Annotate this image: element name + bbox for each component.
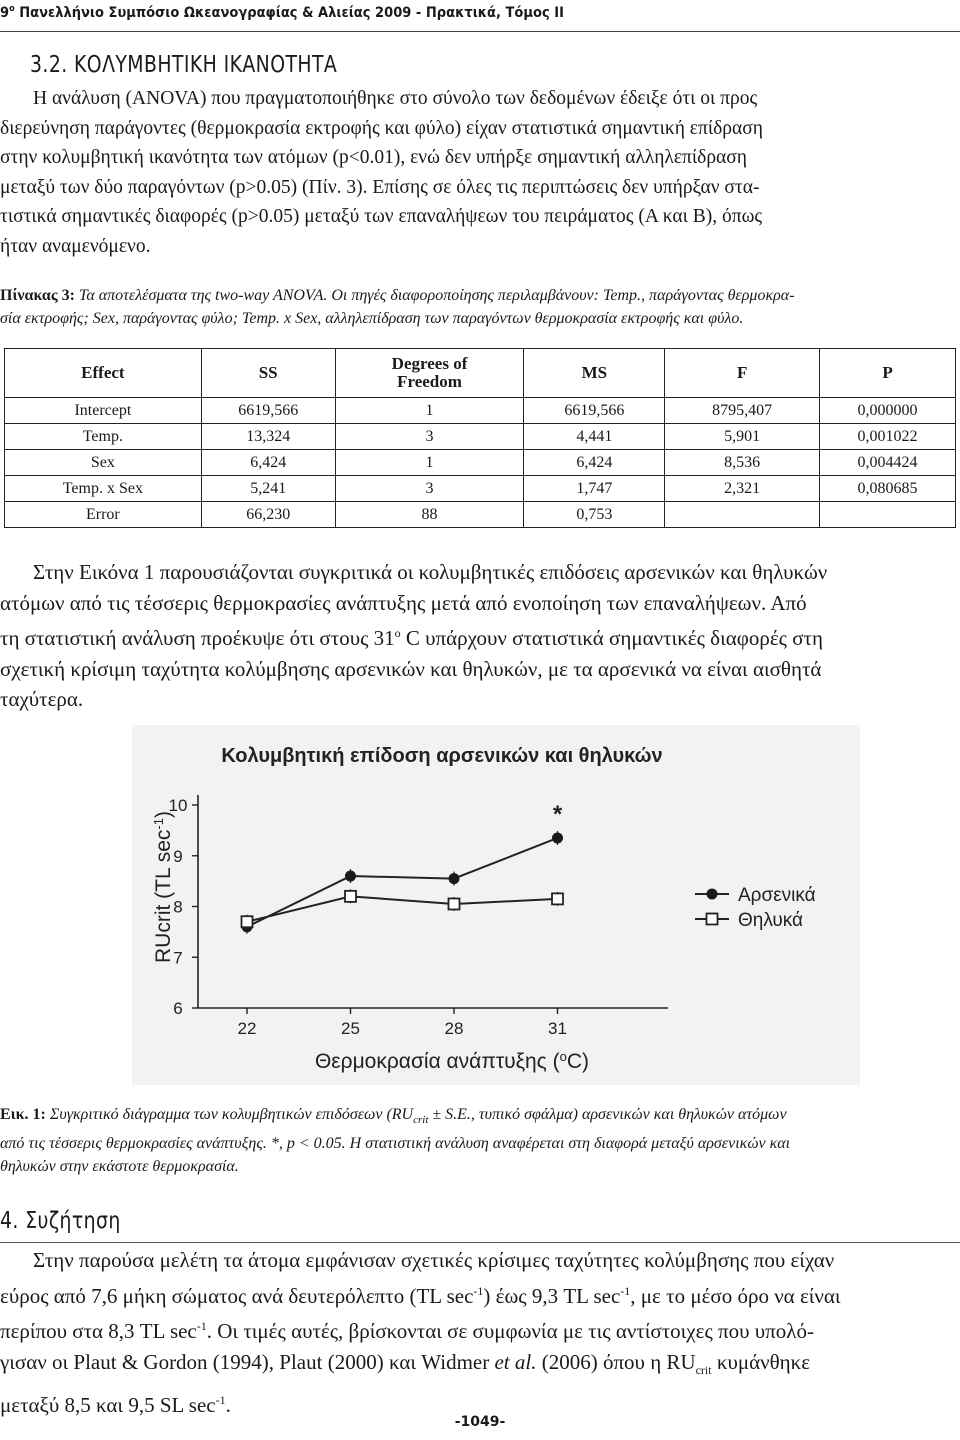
- x-tick-label: 22: [237, 1019, 257, 1038]
- section-divider: [0, 1242, 960, 1243]
- cell-effect: Temp.: [5, 424, 202, 450]
- table-row: [5, 424, 956, 450]
- figure-caption-line2: από τις τέσσερις θερμοκρασίες ανάπτυξης. *, p < 0.05. Η στατιστική ανάλυση αναφέρεται στη διαφορά μεταξύ αρσενικών και: [0, 1135, 791, 1153]
- figure-caption-label: Εικ. 1:: [0, 1106, 46, 1123]
- header-divider: [0, 31, 960, 32]
- section-heading-3-2: 3.2. ΚΟΛΥΜΒΗΤΙΚΗ ΙΚΑΝΟΤΗΤΑ: [30, 52, 338, 78]
- para3-line3a: περίπου στα 8,3 TL sec: [0, 1319, 197, 1343]
- cell-f: 8,536: [665, 450, 820, 476]
- table-row: [5, 450, 956, 476]
- anova-table: [4, 348, 956, 528]
- legend-marker-female: [707, 914, 718, 925]
- cell-ss: 5,241: [201, 476, 335, 502]
- running-header: [0, 4, 864, 30]
- para3-line4c: κυμάνθηκε: [711, 1349, 811, 1374]
- para2-line2: ατόμων από τις τέσσερις θερμοκρασίες ανάπτυξης μετά από ενοποίηση των επαναλήψεων. Από: [0, 590, 807, 615]
- legend-label-male: Αρσενικά: [738, 885, 816, 906]
- x-axis-label-sup: o: [559, 1048, 567, 1064]
- data-point-male: [449, 873, 460, 884]
- cell-ms: 4,441: [524, 424, 665, 450]
- data-point-female: [552, 893, 563, 904]
- data-point-male: [345, 871, 356, 882]
- x-axis-label: [315, 1049, 589, 1074]
- para2-line3: [0, 618, 955, 654]
- figure-caption-part2: ± S.E., τυπικό σφάλμα) αρσενικών και θηλυκών ατόμων: [428, 1106, 787, 1123]
- data-point-female: [242, 916, 253, 927]
- para1-line2: διερεύνηση παράγοντες (θερμοκρασία εκτροφής και φύλο) είχαν στατιστικά σημαντική επίδραση: [0, 117, 763, 139]
- header-ms: MS: [524, 349, 665, 398]
- y-tick-label: 9: [173, 846, 183, 866]
- para3-line1: Στην παρούσα μελέτη τα άτομα εμφάνισαν σχετικές κρίσιμες ταχύτητες κολύμβησης που είχαν: [33, 1248, 835, 1272]
- x-axis-label-close: C): [566, 1050, 590, 1073]
- header-df-line1: Degrees of: [391, 354, 468, 373]
- para3-line2b: ) έως 9,3 TL sec: [483, 1283, 621, 1308]
- figure-caption-line3: θηλυκών στην εκάστοτε θερμοκρασία.: [0, 1158, 239, 1176]
- significance-marker: *: [552, 800, 563, 828]
- y-tick-label: 6: [173, 999, 183, 1018]
- chart-title: Κολυμβητική επίδοση αρσενικών και θηλυκών: [221, 745, 663, 767]
- para3-line4a: γισαν οι Plaut & Gordon (1994), Plaut (2000) και Widmer: [0, 1349, 495, 1374]
- cell-effect: Intercept: [5, 398, 202, 424]
- cell-effect: Sex: [5, 450, 202, 476]
- paragraph-discussion: [0, 1245, 955, 1421]
- x-tick-label: 28: [444, 1019, 464, 1038]
- para3-line5b: .: [225, 1393, 231, 1418]
- para1-line6: ήταν αναμενόμενο.: [0, 235, 151, 257]
- para2-line3a: τη στατιστική ανάλυση προέκυψε ότι στους 31: [0, 626, 395, 650]
- cell-p: 0,004424: [820, 450, 956, 476]
- para1-line4: μεταξύ των δύο παραγόντων (p>0.05) (Πίν. 3). Επίσης σε όλες τις περιπτώσεις δεν υπήρξαν στα-: [0, 176, 760, 198]
- data-point-female: [449, 898, 460, 909]
- cell-p: 0,080685: [820, 476, 956, 502]
- para3-line3b: . Οι τιμές αυτές, βρίσκονται σε συμφωνία με τις αντίστοιχες που υπολό-: [206, 1319, 814, 1343]
- header-df: [335, 349, 524, 398]
- cell-ss: 6619,566: [201, 398, 335, 424]
- cell-ms: 6,424: [524, 450, 665, 476]
- paragraph-figure-intro: [0, 557, 955, 715]
- x-tick-label: 31: [548, 1019, 567, 1038]
- table-row: [5, 476, 956, 502]
- para2-degree-sup: ο: [394, 626, 401, 640]
- table-caption-line1: Τα αποτελέσματα της two-way ANOVA. Οι πηγές διαφοροποίησης περιλαμβάνουν: Temp., παράγοντας θερμοκρα-: [74, 287, 795, 304]
- table-row: [5, 502, 956, 528]
- header-f: F: [665, 349, 820, 398]
- cell-effect: Temp. x Sex: [5, 476, 202, 502]
- para3-sup-3: -1: [196, 1319, 207, 1333]
- cell-f: 8795,407: [665, 398, 820, 424]
- para3-sup-1: -1: [473, 1283, 484, 1298]
- header-df-line2: Freedom: [397, 372, 462, 391]
- para1-line5: τιστικά σημαντικές διαφορές (p>0.05) μεταξύ των επαναλήψεων του πειράματος (Α και Β), όπως: [0, 206, 763, 227]
- cell-df: 1: [335, 450, 524, 476]
- cell-ss: 13,324: [201, 424, 335, 450]
- para3-line5a: μεταξύ 8,5 και 9,5 SL sec: [0, 1393, 216, 1418]
- legend-marker-male: [707, 889, 718, 900]
- cell-f: 2,321: [665, 476, 820, 502]
- paragraph-anova-results: [0, 84, 955, 261]
- para3-line2: [0, 1276, 955, 1312]
- header-p: P: [820, 349, 956, 398]
- cell-f: [665, 502, 820, 528]
- header-ordinal: ο: [9, 4, 15, 14]
- header-text: Πανελλήνιο Συμπόσιο Ωκεανογραφίας & Αλιείας 2009 - Πρακτικά, Τόμος ΙΙ: [14, 4, 564, 21]
- x-axis-label-text: Θερμοκρασία ανάπτυξης (: [314, 1050, 560, 1073]
- cell-p: 0,001022: [820, 424, 956, 450]
- para2-line1: Στην Εικόνα 1 παρουσιάζονται συγκριτικά οι κολυμβητικές επιδόσεις αρσενικών και θηλυκών: [33, 560, 828, 584]
- table-header-row: [5, 349, 956, 398]
- cell-p: 0,000000: [820, 398, 956, 424]
- x-tick-label: 25: [341, 1019, 360, 1038]
- y-axis-label-sup: -1: [150, 818, 166, 830]
- y-axis-label: [151, 811, 176, 963]
- cell-df: 3: [335, 424, 524, 450]
- figure-caption-part1: Συγκριτικό διάγραμμα των κολυμβητικών επιδόσεων (RU: [45, 1106, 414, 1123]
- cell-ss: 66,230: [201, 502, 335, 528]
- table-caption-label: Πίνακας 3:: [0, 287, 75, 304]
- para2-line3b: C υπάρχουν στατιστικά σημαντικές διαφορές στη: [400, 626, 823, 650]
- cell-ss: 6,424: [201, 450, 335, 476]
- data-point-male: [552, 832, 563, 843]
- section-heading-4: 4. Συζήτηση: [0, 1208, 121, 1234]
- cell-p: [820, 502, 956, 528]
- data-point-female: [345, 891, 356, 902]
- para3-line4: [0, 1347, 955, 1386]
- cell-df: 88: [335, 502, 524, 528]
- cell-ms: 1,747: [524, 476, 665, 502]
- para3-etal: et al.: [494, 1349, 537, 1374]
- para3-line2a: εύρος από 7,6 μήκη σώματος ανά δευτερόλεπτο (TL sec: [0, 1283, 474, 1308]
- swim-performance-chart: [132, 725, 860, 1085]
- y-tick-label: 10: [168, 796, 188, 815]
- para3-sup-2: -1: [620, 1283, 631, 1298]
- para3-sub-crit: crit: [695, 1362, 712, 1377]
- cell-ms: 0,753: [524, 502, 665, 528]
- cell-df: 3: [335, 476, 524, 502]
- para3-sup-4: -1: [215, 1393, 226, 1408]
- cell-df: 1: [335, 398, 524, 424]
- header-issue-number: 9: [0, 4, 10, 21]
- figure-caption: [0, 1103, 955, 1178]
- page-number: -1049-: [454, 1414, 506, 1430]
- para2-line5: ταχύτερα.: [0, 687, 84, 711]
- para3-line2c: , με το μέσο όρο να είναι: [630, 1283, 841, 1308]
- header-ss: SS: [201, 349, 335, 398]
- header-effect: Effect: [5, 349, 202, 398]
- y-axis-label-text: RUcrit (TL sec: [152, 829, 175, 963]
- cell-ms: 6619,566: [524, 398, 665, 424]
- para3-line4b: (2006) όπου η RU: [536, 1349, 696, 1374]
- y-tick-label: 8: [173, 897, 183, 917]
- legend-label-female: Θηλυκά: [738, 910, 804, 931]
- table-caption-line2: σία εκτροφής; Sex, παράγοντας φύλο; Temp. x Sex, αλληλεπίδραση των παραγόντων θερμοκρασία εκτροφής και φύλο.: [0, 310, 744, 327]
- y-tick-label: 7: [173, 948, 183, 968]
- table-caption: [0, 284, 955, 330]
- para2-line4: σχετική κρίσιμη ταχύτητα κολύμβησης αρσενικών και θηλυκών, με τα αρσενικά να είναι αισθητά: [0, 656, 822, 681]
- para1-line3: στην κολυμβητική ικανότητα των ατόμων (p<0.01), ενώ δεν υπήρξε σημαντική αλληλεπίδραση: [0, 147, 747, 168]
- table-row: [5, 398, 956, 424]
- cell-effect: Error: [5, 502, 202, 528]
- y-axis-label-close: ): [152, 811, 175, 819]
- para3-line3: [0, 1311, 955, 1347]
- para1-line1: Η ανάλυση (ANOVA) που πραγματοποιήθηκε στο σύνολο των δεδομένων έδειξε ότι οι προς: [33, 88, 758, 109]
- figure-caption-sub: crit: [413, 1114, 429, 1127]
- cell-f: 5,901: [665, 424, 820, 450]
